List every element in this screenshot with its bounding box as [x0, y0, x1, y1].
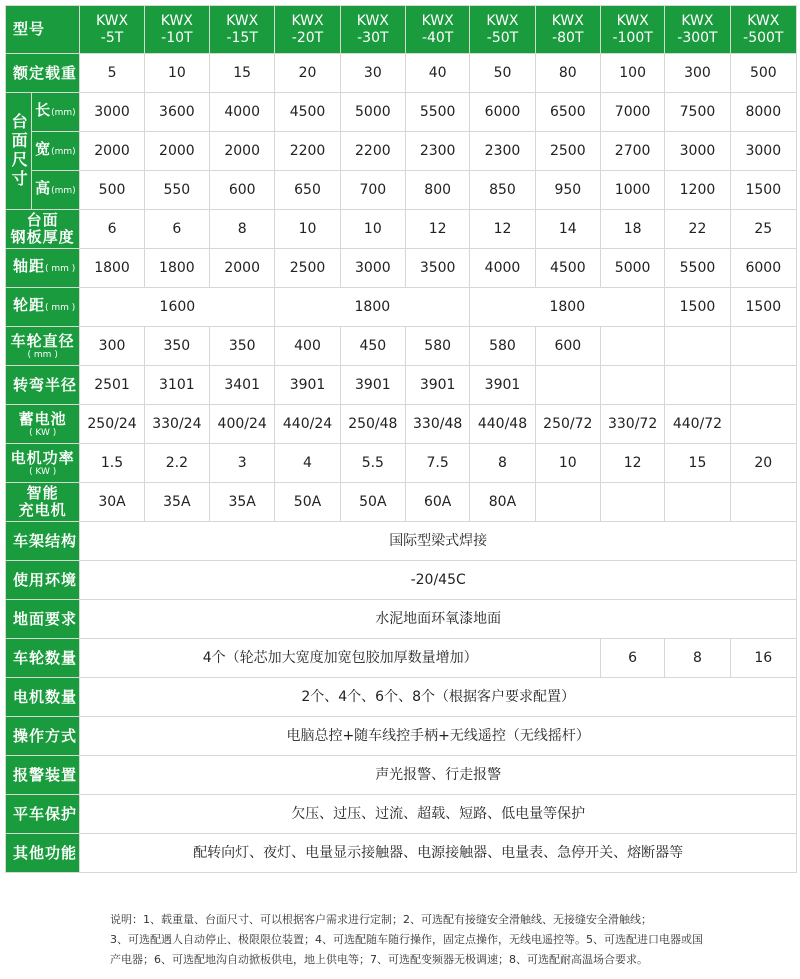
charger-row	[6, 483, 797, 522]
motor-power-cell: 7.5	[406, 444, 470, 483]
model-5t: KWX -5T	[80, 6, 144, 54]
floor-row	[6, 600, 797, 639]
length-cell: 5500	[406, 93, 470, 132]
model-40t: KWX -40T	[406, 6, 470, 54]
height-cell: 650	[275, 171, 340, 210]
length-cell: 6500	[535, 93, 600, 132]
load-cell: 20	[275, 54, 340, 93]
turn-cell: 3901	[470, 366, 535, 405]
empty-cell	[730, 483, 796, 522]
floor-label: 地面要求	[6, 600, 80, 639]
load-cell: 300	[665, 54, 730, 93]
wheels-extra: 6	[600, 639, 664, 678]
motor-power-cell: 20	[730, 444, 796, 483]
motor-power-cell: 5.5	[340, 444, 405, 483]
empty-cell	[730, 327, 796, 366]
plate-cell: 12	[470, 210, 535, 249]
empty-cell	[600, 483, 664, 522]
model-30t: KWX -30T	[340, 6, 405, 54]
track-row	[6, 288, 797, 327]
load-label: 额定载重	[6, 54, 80, 93]
height-cell: 1000	[600, 171, 664, 210]
length-cell: 8000	[730, 93, 796, 132]
frame-label: 车架结构	[6, 522, 80, 561]
axle-cell: 6000	[730, 249, 796, 288]
width-cell: 2000	[210, 132, 275, 171]
plate-cell: 10	[340, 210, 405, 249]
width-cell: 2000	[80, 132, 144, 171]
height-cell: 600	[210, 171, 275, 210]
wheel-dia-cell: 400	[275, 327, 340, 366]
turn-cell: 3401	[210, 366, 275, 405]
track-cell: 1800	[275, 288, 470, 327]
length-cell: 6000	[470, 93, 535, 132]
other-label: 其他功能	[6, 834, 80, 873]
length-cell: 3600	[144, 93, 209, 132]
footnote-line: 3、可选配遇人自动停止、极限限位装置；4、可选配随车随行操作，固定点操作，无线电遥控等。5、可选配进口电器或国	[110, 933, 703, 946]
plate-cell: 10	[275, 210, 340, 249]
protection-row	[6, 795, 797, 834]
battery-cell: 440/48	[470, 405, 535, 444]
frame-row	[6, 522, 797, 561]
load-cell: 50	[470, 54, 535, 93]
env-value: -20/45C	[80, 561, 797, 600]
env-label: 使用环境	[6, 561, 80, 600]
charger-cell: 35A	[144, 483, 209, 522]
battery-label: 蓄电池 ( KW )	[6, 405, 80, 444]
footnote-line: 说明：1、载重量、台面尺寸、可以根据客户需求进行定制；2、可选配有接缝安全滑触线、无接缝安全滑触线；	[110, 913, 652, 926]
length-cell: 5000	[340, 93, 405, 132]
operation-label: 操作方式	[6, 717, 80, 756]
empty-cell	[535, 366, 600, 405]
width-cell: 3000	[730, 132, 796, 171]
width-cell: 2300	[406, 132, 470, 171]
header-row	[6, 6, 797, 54]
width-cell: 3000	[665, 132, 730, 171]
turn-cell: 3901	[406, 366, 470, 405]
load-cell: 500	[730, 54, 796, 93]
width-row	[6, 132, 797, 171]
motor-power-cell: 2.2	[144, 444, 209, 483]
height-label: 高(mm)	[32, 171, 80, 210]
motor-power-label: 电机功率 ( KW )	[6, 444, 80, 483]
height-row	[6, 171, 797, 210]
height-cell: 800	[406, 171, 470, 210]
width-cell: 2700	[600, 132, 664, 171]
battery-cell: 330/24	[144, 405, 209, 444]
charger-cell: 30A	[80, 483, 144, 522]
height-cell: 1200	[665, 171, 730, 210]
model-80t: KWX -80T	[535, 6, 600, 54]
alarm-value: 声光报警、行走报警	[80, 756, 797, 795]
length-cell: 7000	[600, 93, 664, 132]
motor-power-cell: 4	[275, 444, 340, 483]
motor-power-cell: 8	[470, 444, 535, 483]
length-cell: 3000	[80, 93, 144, 132]
wheel-dia-cell: 300	[80, 327, 144, 366]
battery-row	[6, 405, 797, 444]
plate-cell: 22	[665, 210, 730, 249]
plate-cell: 6	[144, 210, 209, 249]
turn-cell: 3901	[340, 366, 405, 405]
length-cell: 7500	[665, 93, 730, 132]
charger-cell: 80A	[470, 483, 535, 522]
operation-value: 电脑总控+随车线控手柄+无线遥控（无线摇杆）	[80, 717, 797, 756]
motors-row	[6, 678, 797, 717]
wheel-dia-label: 车轮直径 ( mm )	[6, 327, 80, 366]
height-cell: 950	[535, 171, 600, 210]
model-15t: KWX -15T	[210, 6, 275, 54]
empty-cell	[730, 405, 796, 444]
motor-power-cell: 3	[210, 444, 275, 483]
floor-value: 水泥地面环氧漆地面	[80, 600, 797, 639]
plate-cell: 8	[210, 210, 275, 249]
motor-power-cell: 15	[665, 444, 730, 483]
env-row	[6, 561, 797, 600]
footnote	[110, 910, 730, 970]
motor-power-row	[6, 444, 797, 483]
track-cell: 1800	[470, 288, 665, 327]
axle-row	[6, 249, 797, 288]
plate-cell: 18	[600, 210, 664, 249]
turn-label: 转弯半径	[6, 366, 80, 405]
axle-label: 轴距( mm )	[6, 249, 80, 288]
operation-row	[6, 717, 797, 756]
width-cell: 2000	[144, 132, 209, 171]
empty-cell	[665, 483, 730, 522]
wheels-value: 4个（轮芯加大宽度加宽包胶加厚数量增加）	[80, 639, 601, 678]
wheels-row	[6, 639, 797, 678]
motor-power-cell: 12	[600, 444, 664, 483]
wheel-dia-cell: 600	[535, 327, 600, 366]
width-cell: 2300	[470, 132, 535, 171]
motor-power-cell: 1.5	[80, 444, 144, 483]
plate-label: 台面 钢板厚度	[6, 210, 80, 249]
length-cell: 4000	[210, 93, 275, 132]
track-cell: 1500	[665, 288, 730, 327]
dims-label: 台面尺寸	[6, 93, 32, 210]
plate-row	[6, 210, 797, 249]
empty-cell	[665, 366, 730, 405]
track-label: 轮距( mm )	[6, 288, 80, 327]
charger-cell: 60A	[406, 483, 470, 522]
wheel-dia-row	[6, 327, 797, 366]
plate-cell: 12	[406, 210, 470, 249]
axle-cell: 2500	[275, 249, 340, 288]
empty-cell	[600, 366, 664, 405]
battery-cell: 330/72	[600, 405, 664, 444]
motors-value: 2个、4个、6个、8个（根据客户要求配置）	[80, 678, 797, 717]
axle-cell: 5000	[600, 249, 664, 288]
axle-cell: 4000	[470, 249, 535, 288]
protection-value: 欠压、过压、过流、超载、短路、低电量等保护	[80, 795, 797, 834]
charger-cell: 50A	[275, 483, 340, 522]
other-value: 配转向灯、夜灯、电量显示接触器、电源接触器、电量表、急停开关、熔断器等	[80, 834, 797, 873]
other-row	[6, 834, 797, 873]
empty-cell	[730, 366, 796, 405]
load-cell: 15	[210, 54, 275, 93]
wheel-dia-cell: 350	[144, 327, 209, 366]
charger-cell: 35A	[210, 483, 275, 522]
turn-cell: 3901	[275, 366, 340, 405]
load-cell: 5	[80, 54, 144, 93]
load-cell: 100	[600, 54, 664, 93]
width-label: 宽(mm)	[32, 132, 80, 171]
length-row	[6, 93, 797, 132]
plate-cell: 6	[80, 210, 144, 249]
battery-cell: 440/72	[665, 405, 730, 444]
spec-table	[5, 5, 797, 873]
plate-cell: 14	[535, 210, 600, 249]
height-cell: 550	[144, 171, 209, 210]
width-cell: 2200	[275, 132, 340, 171]
model-100t: KWX -100T	[600, 6, 664, 54]
axle-cell: 3000	[340, 249, 405, 288]
battery-cell: 250/24	[80, 405, 144, 444]
model-500t: KWX -500T	[730, 6, 796, 54]
height-cell: 850	[470, 171, 535, 210]
empty-cell	[665, 327, 730, 366]
empty-cell	[600, 327, 664, 366]
track-cell: 1500	[730, 288, 796, 327]
axle-cell: 5500	[665, 249, 730, 288]
plate-cell: 25	[730, 210, 796, 249]
axle-cell: 3500	[406, 249, 470, 288]
model-20t: KWX -20T	[275, 6, 340, 54]
motors-label: 电机数量	[6, 678, 80, 717]
wheel-dia-cell: 450	[340, 327, 405, 366]
frame-value: 国际型梁式焊接	[80, 522, 797, 561]
wheels-label: 车轮数量	[6, 639, 80, 678]
battery-cell: 250/48	[340, 405, 405, 444]
header-label: 型号	[6, 6, 80, 54]
wheel-dia-cell: 580	[470, 327, 535, 366]
height-cell: 1500	[730, 171, 796, 210]
model-300t: KWX -300T	[665, 6, 730, 54]
turn-cell: 3101	[144, 366, 209, 405]
model-10t: KWX -10T	[144, 6, 209, 54]
load-cell: 40	[406, 54, 470, 93]
charger-label: 智能 充电机	[6, 483, 80, 522]
model-50t: KWX -50T	[470, 6, 535, 54]
load-cell: 80	[535, 54, 600, 93]
motor-power-cell: 10	[535, 444, 600, 483]
height-cell: 700	[340, 171, 405, 210]
wheel-dia-cell: 350	[210, 327, 275, 366]
height-cell: 500	[80, 171, 144, 210]
alarm-label: 报警装置	[6, 756, 80, 795]
turn-cell: 2501	[80, 366, 144, 405]
width-cell: 2500	[535, 132, 600, 171]
load-row	[6, 54, 797, 93]
load-cell: 30	[340, 54, 405, 93]
axle-cell: 1800	[80, 249, 144, 288]
axle-cell: 2000	[210, 249, 275, 288]
axle-cell: 1800	[144, 249, 209, 288]
battery-cell: 440/24	[275, 405, 340, 444]
battery-cell: 250/72	[535, 405, 600, 444]
axle-cell: 4500	[535, 249, 600, 288]
protection-label: 平车保护	[6, 795, 80, 834]
length-cell: 4500	[275, 93, 340, 132]
wheels-extra: 16	[730, 639, 796, 678]
track-cell: 1600	[80, 288, 275, 327]
wheel-dia-cell: 580	[406, 327, 470, 366]
turn-row	[6, 366, 797, 405]
battery-cell: 400/24	[210, 405, 275, 444]
footnote-line: 产电器；6、可选配地沟自动掀板供电，地上供电等；7、可选配变频器无极调速；8、可选配耐高温场合要求。	[110, 953, 648, 966]
battery-cell: 330/48	[406, 405, 470, 444]
charger-cell: 50A	[340, 483, 405, 522]
wheels-extra: 8	[665, 639, 730, 678]
empty-cell	[535, 483, 600, 522]
load-cell: 10	[144, 54, 209, 93]
width-cell: 2200	[340, 132, 405, 171]
length-label: 长(mm)	[32, 93, 80, 132]
alarm-row	[6, 756, 797, 795]
